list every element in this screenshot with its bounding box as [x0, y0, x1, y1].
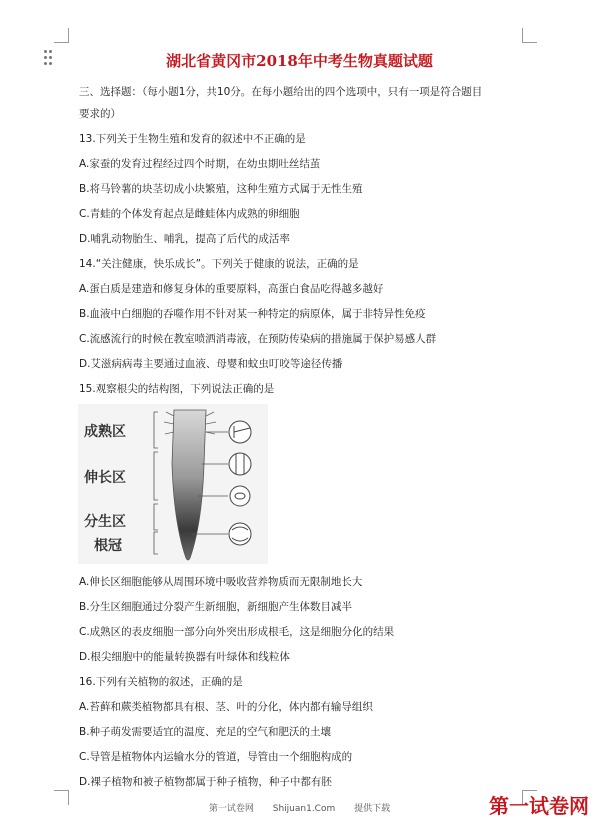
- cell-rootcap-inset: [229, 523, 251, 545]
- brand-watermark: 第一试卷网: [489, 794, 589, 818]
- q16-option-a: A.苔藓和蕨类植物都具有根、茎、叶的分化，体内都有输导组织: [79, 701, 373, 713]
- footer-note: 提供下载: [354, 804, 391, 814]
- root-tip-figure: [78, 404, 268, 564]
- footer-site-name: 第一试卷网: [208, 804, 254, 814]
- section-instruction-cont: 要求的）: [79, 108, 121, 120]
- document-title: 湖北省黄冈市2018年中考生物真题试题: [166, 52, 433, 70]
- label-meristem-zone: 分生区: [84, 514, 126, 530]
- crop-mark-top-right: [522, 28, 537, 43]
- question-13: 13.下列关于生物生殖和发育的叙述中不正确的是: [79, 133, 306, 145]
- label-root-cap: 根冠: [94, 538, 122, 554]
- question-14: 14.“关注健康，快乐成长”。下列关于健康的说法，正确的是: [79, 258, 359, 270]
- q16-option-b: B.种子萌发需要适宜的温度、充足的空气和肥沃的土壤: [79, 726, 332, 738]
- q13-option-d: D.哺乳动物胎生、哺乳，提高了后代的成活率: [79, 233, 290, 245]
- cell-elongation-inset: [229, 453, 251, 475]
- question-15: 15.观察根尖的结构图，下列说法正确的是: [79, 383, 275, 395]
- cell-meristem-inset: [230, 486, 250, 506]
- q15-option-b: B.分生区细胞通过分裂产生新细胞，新细胞产生体数目减半: [79, 601, 353, 613]
- section-instruction: 三、选择题：（每小题1分，共10分。在每小题给出的四个选项中，只有一项是符合题目: [79, 86, 483, 98]
- cell-maturation-inset: [229, 421, 251, 443]
- q14-option-a: A.蛋白质是建造和修复身体的重要原料，高蛋白食品吃得越多越好: [79, 283, 384, 295]
- q15-option-c: C.成熟区的表皮细胞一部分向外突出形成根毛，这是细胞分化的结果: [79, 626, 395, 638]
- q14-option-c: C.流感流行的时候在教室喷洒消毒液，在预防传染病的措施属于保护易感人群: [79, 333, 437, 345]
- q13-option-c: C.青蛙的个体发育起点是雌蛙体内成熟的卵细胞: [79, 208, 300, 220]
- q16-option-d: D.裸子植物和被子植物都属于种子植物，种子中都有胚: [79, 776, 332, 788]
- q15-option-a: A.伸长区细胞能够从周围环境中吸收营养物质而无限制地长大: [79, 576, 363, 588]
- q13-option-b: B.将马铃薯的块茎切成小块繁殖，这种生殖方式属于无性生殖: [79, 183, 363, 195]
- q16-option-c: C.导管是植物体内运输水分的管道，导管由一个细胞构成的: [79, 751, 353, 763]
- q13-option-a: A.家蚕的发育过程经过四个时期，在幼虫期吐丝结茧: [79, 158, 321, 170]
- q14-option-d: D.艾滋病病毒主要通过血液、母婴和蚊虫叮咬等途径传播: [79, 358, 343, 370]
- q14-option-b: B.血液中白细胞的吞噬作用不针对某一种特定的病原体，属于非特异性免疫: [79, 308, 426, 320]
- footer-domain[interactable]: Shijuan1.Com: [272, 804, 336, 814]
- label-elongation-zone: 伸长区: [84, 470, 126, 486]
- q15-option-d: D.根尖细胞中的能量转换器有叶绿体和线粒体: [79, 651, 290, 663]
- label-maturation-zone: 成熟区: [84, 424, 126, 440]
- root-tip-diagram: [78, 404, 268, 564]
- question-16: 16.下列有关植物的叙述，正确的是: [79, 676, 243, 688]
- crop-mark-top-left: [54, 28, 69, 43]
